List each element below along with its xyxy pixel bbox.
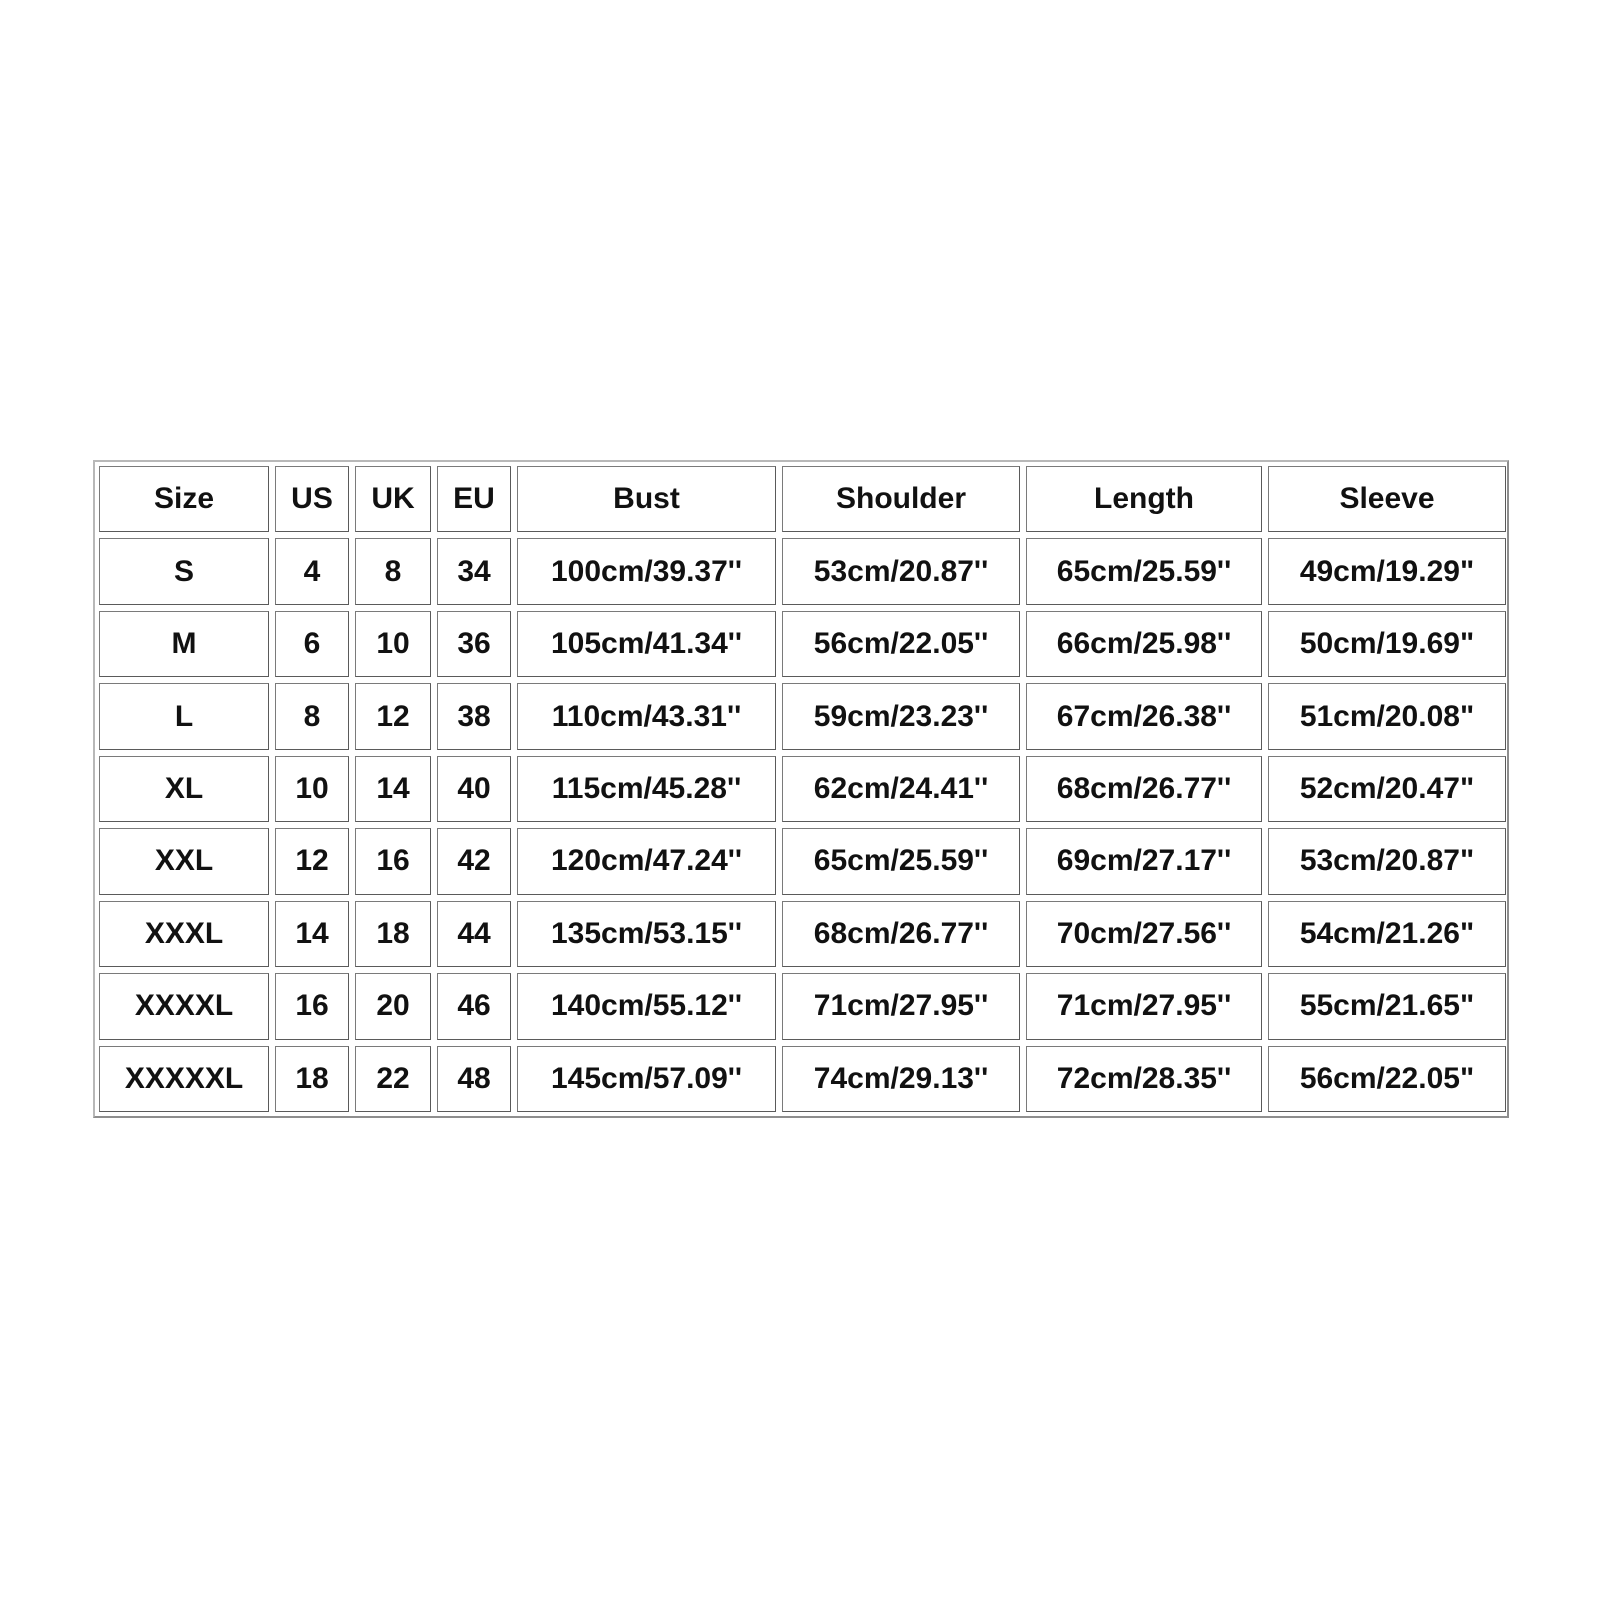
cell-shoulder: 62cm/24.41'' [782, 756, 1020, 822]
cell-uk: 18 [355, 901, 431, 967]
table-row [99, 538, 1506, 604]
cell-length: 71cm/27.95'' [1026, 973, 1262, 1039]
cell-uk: 10 [355, 611, 431, 677]
cell-uk: 8 [355, 538, 431, 604]
size-chart [93, 460, 1509, 1118]
cell-bust: 115cm/45.28'' [517, 756, 776, 822]
cell-length: 67cm/26.38'' [1026, 683, 1262, 749]
cell-sleeve: 51cm/20.08" [1268, 683, 1506, 749]
cell-size: XXXL [99, 901, 269, 967]
cell-us: 6 [275, 611, 349, 677]
cell-sleeve: 53cm/20.87" [1268, 828, 1506, 894]
cell-uk: 14 [355, 756, 431, 822]
cell-eu: 36 [437, 611, 511, 677]
cell-us: 14 [275, 901, 349, 967]
cell-sleeve: 56cm/22.05" [1268, 1046, 1506, 1113]
header-uk: UK [355, 466, 431, 532]
cell-bust: 100cm/39.37'' [517, 538, 776, 604]
table-row [99, 828, 1506, 894]
cell-sleeve: 54cm/21.26" [1268, 901, 1506, 967]
cell-uk: 22 [355, 1046, 431, 1113]
header-us: US [275, 466, 349, 532]
cell-size: M [99, 611, 269, 677]
header-size: Size [99, 466, 269, 532]
cell-shoulder: 74cm/29.13'' [782, 1046, 1020, 1113]
cell-shoulder: 71cm/27.95'' [782, 973, 1020, 1039]
cell-length: 72cm/28.35'' [1026, 1046, 1262, 1113]
cell-eu: 44 [437, 901, 511, 967]
cell-us: 4 [275, 538, 349, 604]
cell-shoulder: 53cm/20.87'' [782, 538, 1020, 604]
cell-uk: 12 [355, 683, 431, 749]
cell-size: XXXXXL [99, 1046, 269, 1113]
cell-bust: 140cm/55.12'' [517, 973, 776, 1039]
cell-sleeve: 55cm/21.65" [1268, 973, 1506, 1039]
cell-sleeve: 49cm/19.29" [1268, 538, 1506, 604]
table-row [99, 756, 1506, 822]
cell-eu: 40 [437, 756, 511, 822]
table-row [99, 1046, 1506, 1113]
cell-size: XXL [99, 828, 269, 894]
cell-length: 68cm/26.77'' [1026, 756, 1262, 822]
cell-eu: 34 [437, 538, 511, 604]
header-bust: Bust [517, 466, 776, 532]
cell-shoulder: 59cm/23.23'' [782, 683, 1020, 749]
cell-us: 10 [275, 756, 349, 822]
cell-length: 69cm/27.17'' [1026, 828, 1262, 894]
cell-us: 12 [275, 828, 349, 894]
cell-eu: 38 [437, 683, 511, 749]
cell-size: XL [99, 756, 269, 822]
cell-size: XXXXL [99, 973, 269, 1039]
cell-length: 65cm/25.59'' [1026, 538, 1262, 604]
cell-bust: 110cm/43.31'' [517, 683, 776, 749]
cell-bust: 145cm/57.09'' [517, 1046, 776, 1113]
header-eu: EU [437, 466, 511, 532]
cell-us: 8 [275, 683, 349, 749]
cell-uk: 20 [355, 973, 431, 1039]
header-shoulder: Shoulder [782, 466, 1020, 532]
table-row [99, 683, 1506, 749]
header-length: Length [1026, 466, 1262, 532]
cell-shoulder: 68cm/26.77'' [782, 901, 1020, 967]
cell-length: 66cm/25.98'' [1026, 611, 1262, 677]
cell-size: S [99, 538, 269, 604]
cell-sleeve: 50cm/19.69" [1268, 611, 1506, 677]
table-row [99, 611, 1506, 677]
cell-sleeve: 52cm/20.47" [1268, 756, 1506, 822]
table-row [99, 973, 1506, 1039]
cell-length: 70cm/27.56'' [1026, 901, 1262, 967]
cell-us: 16 [275, 973, 349, 1039]
cell-bust: 135cm/53.15'' [517, 901, 776, 967]
cell-size: L [99, 683, 269, 749]
cell-eu: 48 [437, 1046, 511, 1113]
cell-eu: 46 [437, 973, 511, 1039]
cell-us: 18 [275, 1046, 349, 1113]
cell-bust: 120cm/47.24'' [517, 828, 776, 894]
header-sleeve: Sleeve [1268, 466, 1506, 532]
cell-shoulder: 65cm/25.59'' [782, 828, 1020, 894]
table-row [99, 901, 1506, 967]
table-header-row [99, 466, 1506, 532]
cell-eu: 42 [437, 828, 511, 894]
cell-uk: 16 [355, 828, 431, 894]
cell-shoulder: 56cm/22.05'' [782, 611, 1020, 677]
cell-bust: 105cm/41.34'' [517, 611, 776, 677]
size-chart-table [93, 460, 1512, 1118]
